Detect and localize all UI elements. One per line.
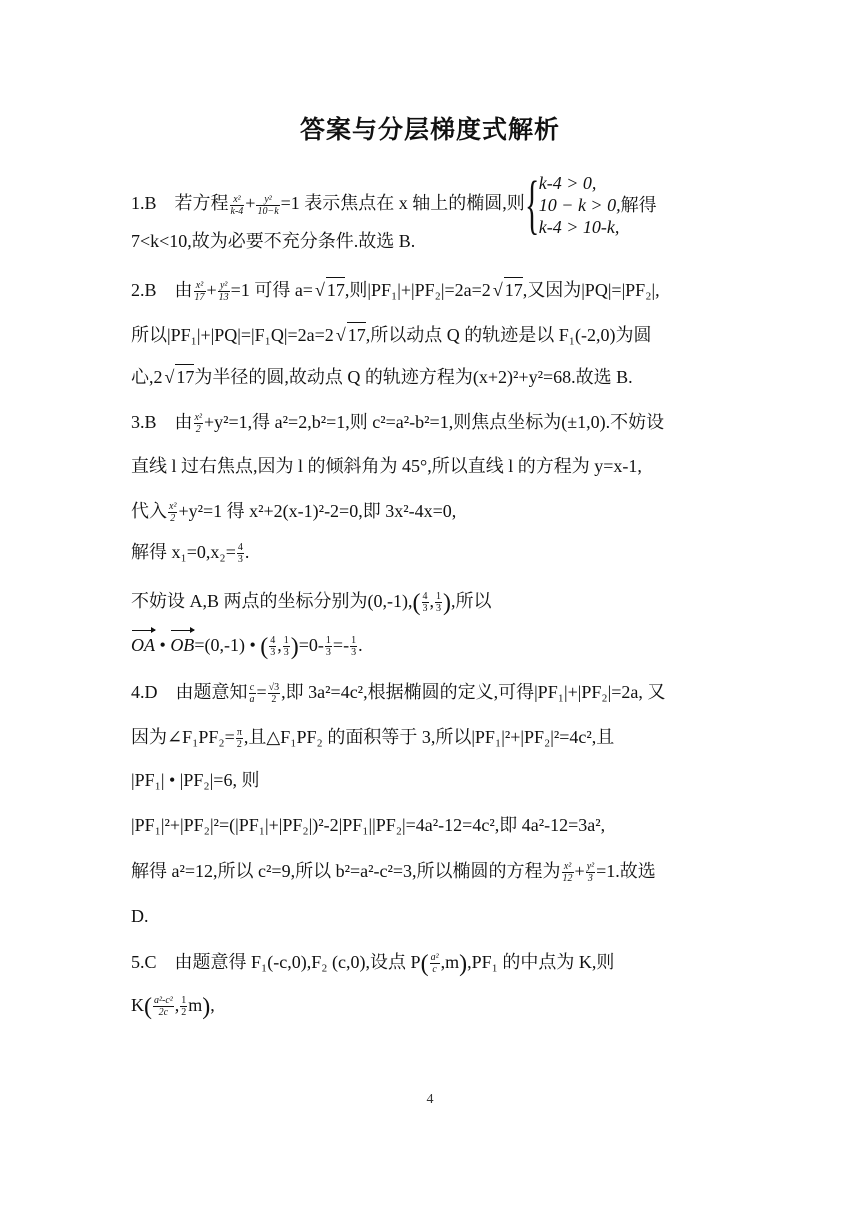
p4-line4: |PF₁|²+|PF₂|²=(|PF₁|+|PF₂|)²-2|PF₁||PF₂|=4a²-12=4c²,即 4a²-12=3a², <box>131 815 606 835</box>
p2-line2: 所以|PF₁|+|PQ|=|F₁Q|=2a=2 √ 17,所以动点 Q 的轨迹是以 F₁(-2,0)为圆 <box>131 322 651 347</box>
p4-line2: 因为∠F₁PF₂= $\frac{\pi}{2}$ ,且△F₁PF₂ 的面积等于 3,所以|PF₁|²+|PF₂|²=4c²,且 <box>131 727 615 751</box>
p4-line6: D. <box>131 906 149 926</box>
p4-line3: |PF₁| • |PF₂|=6, 则 <box>131 770 260 790</box>
p1-frac-x: $\frac{\text{x²}}{k-4}$ <box>230 193 244 217</box>
page-title: 答案与分层梯度式解析 <box>299 115 560 144</box>
p5-line2: K( $\frac{\text{a²-c²}}{2c}$ , $\frac{1}{2}$ m), <box>131 993 215 1020</box>
p3-line6: OA • OB=(0,-1) • ( $\frac{4}{3}$ , $\frac{1}{3}$ )=0- $\frac{1}{3}$ =- $\frac{1}{3}$ . <box>131 633 363 660</box>
p3-line4: 解得 x₁=0,x₂= $\frac{4}{3}$ . <box>131 542 250 566</box>
p2-line1: 2.B 由 $\frac{\text{x²}}{17}$ + $\frac{\text{y²}}{13}$ =1 可得 a= √ 17,则|PF₁|+|PF₂|=2a=2 √ 17,又因为|PQ|=|PF₂|, <box>131 277 660 303</box>
p2-line3: 心,2 √ 17为半径的圆,故动点 Q 的轨迹方程为(x+2)²+y²=68.故选 B. <box>131 364 633 389</box>
p1-line2: 7<k<10,故为必要不充分条件.故选 B. <box>131 231 416 251</box>
p3-line3: 代入 $\frac{\text{x²}}{2}$ +y²=1 得 x²+2(x-1)²-2=0,即 3x²-4x=0, <box>131 501 457 525</box>
p1-label: 1.B <box>131 193 157 214</box>
p3-line5: 不妨设 A,B 两点的坐标分别为(0,-1),( $\frac{4}{3}$ , $\frac{1}{3}$ ),所以 <box>131 589 492 616</box>
p1-system: { k-4 > 0, 10 − k > 0, k-4 > 10-k, <box>524 168 621 241</box>
vector-ob: OB <box>170 635 195 655</box>
p1-frac-y: $\frac{\text{y²}}{10-k}$ <box>257 193 279 217</box>
p4-line5: 解得 a²=12,所以 c²=9,所以 b²=a²-c²=3,所以椭圆的方程为 $\frac{\text{x²}}{12}$ + $\frac{\text{y²}}{3}$ =1.故选 <box>131 861 656 885</box>
vector-oa: OA <box>131 635 155 655</box>
p1-line1: 1.B 若方程 $\frac{\text{x²}}{k-4}$ + $\frac{\text{y²}}{10-k}$ =1 表示焦点在 x 轴上的椭圆,则 { k-4 > 0, 10 − k > 0, k-4 > 10-k, 解得 <box>131 168 657 241</box>
p3-line1: 3.B 由 $\frac{\text{x²}}{2}$ +y²=1,得 a²=2,b²=1,则 c²=a²-b²=1,则焦点坐标为(±1,0).不妨设 <box>131 412 665 436</box>
p3-line2: 直线 l 过右焦点,因为 l 的倾斜角为 45°,所以直线 l 的方程为 y=x-1, <box>131 456 642 476</box>
page-number: 4 <box>426 1092 434 1107</box>
p5-line1: 5.C 由题意得 F₁(-c,0),F₂ (c,0),设点 P( $\frac{\text{a²}}{c}$ ,m),PF₁ 的中点为 K,则 <box>131 950 615 977</box>
p4-line1: 4.D 由题意知 $\frac{c}{a}$ = $\frac{√3}{2}$ ,即 3a²=4c²,根据椭圆的定义,可得|PF₁|+|PF₂|=2a, 又 <box>131 682 666 706</box>
